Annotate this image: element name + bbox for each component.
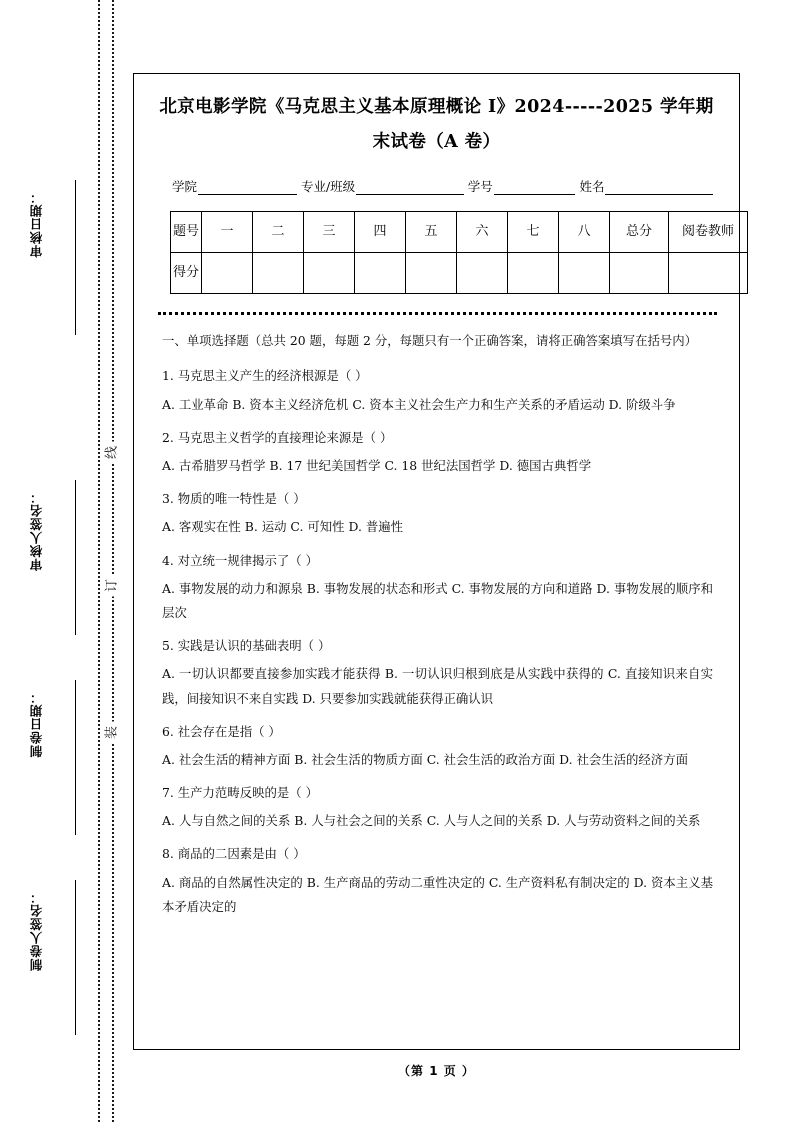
score-cell-2[interactable] <box>253 253 304 294</box>
question-2 <box>162 426 713 478</box>
binding-dotted-line-inner <box>112 0 114 1122</box>
score-col-header-1: 一 <box>202 212 253 253</box>
student-id-input[interactable] <box>494 181 576 195</box>
total-score-cell[interactable] <box>610 253 669 294</box>
auditor-signature-label: 审核人签名： <box>29 490 44 571</box>
question-8-stem: 8. 商品的二因素是由（ ） <box>162 846 306 862</box>
question-7-options: A. 人与自然之间的关系 B. 人与社会之间的关系 C. 人与人之间的关系 D. 人与劳动资料之间的关系 <box>162 813 701 829</box>
student-name-label: 姓名 <box>579 179 605 195</box>
grader-header: 阅卷教师 <box>669 212 748 253</box>
binding-rule-4 <box>75 880 76 1035</box>
question-1 <box>162 364 713 416</box>
question-number-header: 题号 <box>171 212 202 253</box>
exam-title-line-2: 末试卷（A 卷） <box>372 131 501 152</box>
major-class-input[interactable] <box>356 181 464 195</box>
exam-title-block <box>148 88 725 157</box>
score-cell-7[interactable] <box>508 253 559 294</box>
score-cell-4[interactable] <box>355 253 406 294</box>
score-col-header-4: 四 <box>355 212 406 253</box>
binding-dotted-line-outer <box>98 0 100 1122</box>
score-col-header-8: 八 <box>559 212 610 253</box>
college-label: 学院 <box>172 179 198 195</box>
student-info-row <box>172 177 713 195</box>
score-cell-5[interactable] <box>406 253 457 294</box>
student-name-input[interactable] <box>605 181 713 195</box>
score-col-header-6: 六 <box>457 212 508 253</box>
question-5 <box>162 634 713 711</box>
grader-cell[interactable] <box>669 253 748 294</box>
question-3-options: A. 客观实在性 B. 运动 C. 可知性 D. 普遍性 <box>162 519 403 535</box>
question-4 <box>162 549 713 626</box>
binding-rule-3 <box>75 680 76 835</box>
question-5-options: A. 一切认识都要直接参加实践才能获得 B. 一切认识归根到底是从实践中获得的 C. 直接知识来自实践，间接知识不来自实践 D. 只要参加实践就能获得正确认识 <box>162 666 713 706</box>
score-col-header-2: 二 <box>253 212 304 253</box>
question-2-options: A. 古希腊罗马哲学 B. 17 世纪美国哲学 C. 18 世纪法国哲学 D. 德国古典哲学 <box>162 458 592 473</box>
binding-margin <box>0 0 133 1122</box>
question-6-stem: 6. 社会存在是指（ ） <box>162 723 281 739</box>
score-table <box>170 211 748 294</box>
score-cell-1[interactable] <box>202 253 253 294</box>
score-table-value-row <box>171 253 748 294</box>
question-6-options: A. 社会生活的精神方面 B. 社会生活的物质方面 C. 社会生活的政治方面 D. 社会生活的经济方面 <box>162 751 688 767</box>
question-6 <box>162 720 713 772</box>
question-1-options: A. 工业革命 B. 资本主义经济危机 C. 资本主义社会生产力和生产关系的矛盾运动 D. 阶级斗争 <box>162 396 676 412</box>
college-input[interactable] <box>198 181 297 195</box>
major-class-label: 专业/班级 <box>300 179 356 195</box>
score-cell-6[interactable] <box>457 253 508 294</box>
question-5-stem: 5. 实践是认识的基础表明（ ） <box>162 638 331 654</box>
audit-date-label: 审核日期： <box>29 190 44 258</box>
score-cell-8[interactable] <box>559 253 610 294</box>
binding-char-xian: 线 <box>103 442 122 464</box>
exam-title-line-1: 北京电影学院《马克思主义基本原理概论 I》2024-----2025 学年期 <box>159 97 714 117</box>
question-8 <box>162 842 713 919</box>
score-table-header-row <box>171 212 748 253</box>
question-3 <box>162 487 713 539</box>
student-id-label: 学号 <box>467 179 493 195</box>
section-dotted-divider <box>158 312 717 315</box>
question-4-options: A. 事物发展的动力和源泉 B. 事物发展的状态和形式 C. 事物发展的方向和道路 D. 事物发展的顺序和层次 <box>162 580 713 620</box>
score-col-header-3: 三 <box>304 212 355 253</box>
question-1-stem: 1. 马克思主义产生的经济根源是（ ） <box>162 368 368 384</box>
score-cell-3[interactable] <box>304 253 355 294</box>
question-4-stem: 4. 对立统一规律揭示了（ ） <box>162 552 318 568</box>
page-footer: （第 1 页 ） <box>398 1064 475 1078</box>
question-8-options: A. 商品的自然属性决定的 B. 生产商品的劳动二重性决定的 C. 生产资料私有制决定的 D. 资本主义基本矛盾决定的 <box>162 874 713 914</box>
binding-char-ding: 订 <box>103 575 122 597</box>
score-row-header: 得分 <box>171 253 202 294</box>
paper-maker-signature-label: 制卷人签名： <box>29 890 44 971</box>
total-score-header: 总分 <box>610 212 669 253</box>
exam-paper-frame <box>133 73 740 1050</box>
binding-rule-1 <box>75 180 76 335</box>
question-3-stem: 3. 物质的唯一特性是（ ） <box>162 491 306 507</box>
question-7-stem: 7. 生产力范畴反映的是（ ） <box>162 785 318 801</box>
score-col-header-5: 五 <box>406 212 457 253</box>
section-heading-multiple-choice: 一、单项选择题（总共 20 题，每题 2 分，每题只有一个正确答案，请将正确答案填写在括号内） <box>162 333 698 349</box>
paper-making-date-label: 制卷日期： <box>29 690 44 758</box>
binding-rule-2 <box>75 480 76 635</box>
question-7 <box>162 781 713 833</box>
question-body <box>162 329 713 919</box>
score-table-wrapper <box>170 211 734 294</box>
question-2-stem: 2. 马克思主义哲学的直接理论来源是（ ） <box>162 429 393 445</box>
score-col-header-7: 七 <box>508 212 559 253</box>
binding-char-zhuang: 装 <box>103 722 122 744</box>
